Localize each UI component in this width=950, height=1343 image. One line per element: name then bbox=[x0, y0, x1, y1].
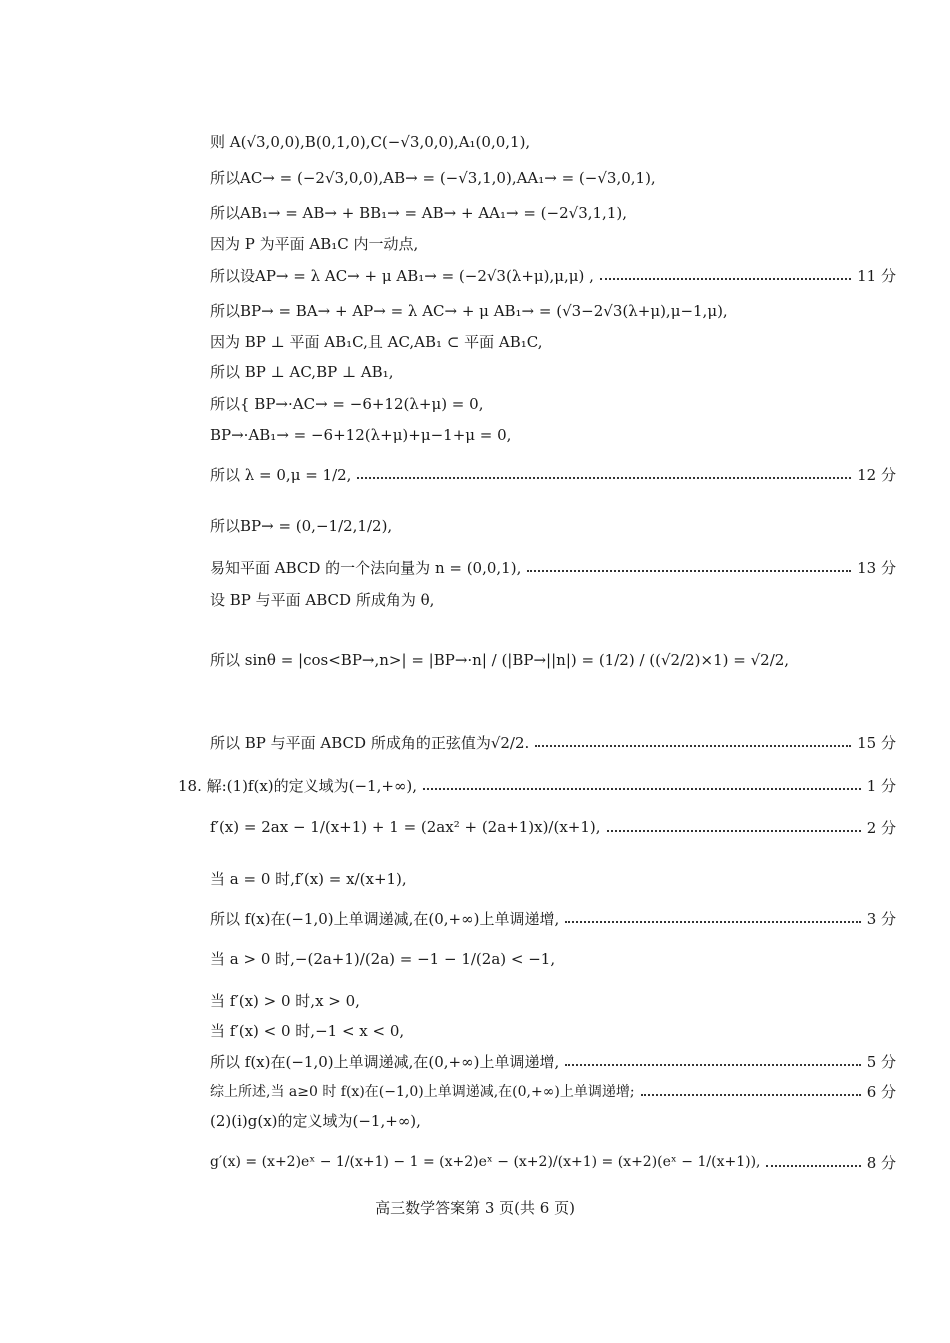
solution-line: 所以 sinθ = |cos<BP→,n>| = |BP→·n| / (|BP→||n|) = (1/2) / ((√2/2)×1) = √2/2, bbox=[210, 650, 790, 669]
solution-line: 当 a = 0 时,f′(x) = x/(x+1), bbox=[210, 869, 407, 888]
score-label: 11 分 bbox=[857, 266, 896, 285]
solution-line: 所以 λ = 0,μ = 1/2, 12 分 bbox=[210, 465, 896, 484]
page-footer: 高三数学答案第 3 页(共 6 页) bbox=[375, 1199, 575, 1217]
solution-line: 18. 解:(1)f(x)的定义域为(−1,+∞), 1 分 bbox=[178, 776, 896, 795]
leader-dots bbox=[423, 788, 861, 790]
score-label: 5 分 bbox=[866, 1052, 896, 1071]
leader-dots bbox=[357, 477, 851, 479]
solution-line: 当 a > 0 时,−(2a+1)/(2a) = −1 − 1/(2a) < −1, bbox=[210, 949, 556, 968]
solution-line: 所以设AP→ = λ AC→ + μ AB₁→ = (−2√3(λ+μ),μ,μ) , 11 分 bbox=[210, 266, 896, 285]
score-label: 13 分 bbox=[857, 558, 896, 577]
score-label: 15 分 bbox=[857, 733, 896, 752]
score-label: 1 分 bbox=[866, 776, 896, 795]
leader-dots bbox=[527, 570, 851, 572]
solution-line: 所以BP→ = BA→ + AP→ = λ AC→ + μ AB₁→ = (√3−2√3(λ+μ),μ−1,μ), bbox=[210, 301, 728, 320]
score-label: 3 分 bbox=[866, 909, 896, 928]
solution-line: 当 f′(x) > 0 时,x > 0, bbox=[210, 991, 360, 1010]
solution-line: g′(x) = (x+2)eˣ − 1/(x+1) − 1 = (x+2)eˣ − (x+2)/(x+1) = (x+2)(eˣ − 1/(x+1)), 8 分 bbox=[210, 1153, 896, 1172]
solution-line: 所以AB₁→ = AB→ + BB₁→ = AB→ + AA₁→ = (−2√3,1,1), bbox=[210, 203, 627, 222]
solution-line: 易知平面 ABCD 的一个法向量为 n = (0,0,1), 13 分 bbox=[210, 558, 896, 577]
solution-line: 所以BP→ = (0,−1/2,1/2), bbox=[210, 516, 393, 535]
leader-dots bbox=[641, 1094, 861, 1096]
solution-line: 所以 BP ⊥ AC,BP ⊥ AB₁, bbox=[210, 362, 394, 381]
leader-dots bbox=[565, 921, 860, 923]
solution-line: BP→·AB₁→ = −6+12(λ+μ)+μ−1+μ = 0, bbox=[210, 426, 512, 444]
solution-line: 因为 BP ⊥ 平面 AB₁C,且 AC,AB₁ ⊂ 平面 AB₁C, bbox=[210, 332, 543, 351]
solution-line: 所以 BP 与平面 ABCD 所成角的正弦值为√2/2. 15 分 bbox=[210, 733, 896, 752]
solution-line: 所以 f(x)在(−1,0)上单调递减,在(0,+∞)上单调递增, 5 分 bbox=[210, 1052, 896, 1071]
leader-dots bbox=[600, 278, 851, 280]
solution-line: 则 A(√3,0,0),B(0,1,0),C(−√3,0,0),A₁(0,0,1), bbox=[210, 132, 531, 151]
solution-line: (2)(ⅰ)g(x)的定义域为(−1,+∞), bbox=[210, 1111, 421, 1130]
leader-dots bbox=[607, 830, 861, 832]
solution-line: 所以{ BP→·AC→ = −6+12(λ+μ) = 0, bbox=[210, 394, 484, 413]
solution-line: 所以 f(x)在(−1,0)上单调递减,在(0,+∞)上单调递增, 3 分 bbox=[210, 909, 896, 928]
solution-line: f′(x) = 2ax − 1/(x+1) + 1 = (2ax² + (2a+1)x)/(x+1), 2 分 bbox=[210, 818, 896, 837]
solution-line: 因为 P 为平面 AB₁C 内一动点, bbox=[210, 234, 419, 253]
leader-dots bbox=[766, 1165, 860, 1167]
score-label: 12 分 bbox=[857, 465, 896, 484]
solution-line: 所以AC→ = (−2√3,0,0),AB→ = (−√3,1,0),AA₁→ = (−√3,0,1), bbox=[210, 168, 656, 187]
leader-dots bbox=[535, 745, 851, 747]
leader-dots bbox=[565, 1064, 860, 1066]
solution-line: 设 BP 与平面 ABCD 所成角为 θ, bbox=[210, 590, 435, 609]
solution-line: 综上所述,当 a≥0 时 f(x)在(−1,0)上单调递减,在(0,+∞)上单调递增; 6 分 bbox=[210, 1082, 896, 1101]
score-label: 2 分 bbox=[866, 818, 896, 837]
score-label: 6 分 bbox=[866, 1082, 896, 1101]
score-label: 8 分 bbox=[866, 1153, 896, 1172]
solution-line: 当 f′(x) < 0 时,−1 < x < 0, bbox=[210, 1021, 405, 1040]
